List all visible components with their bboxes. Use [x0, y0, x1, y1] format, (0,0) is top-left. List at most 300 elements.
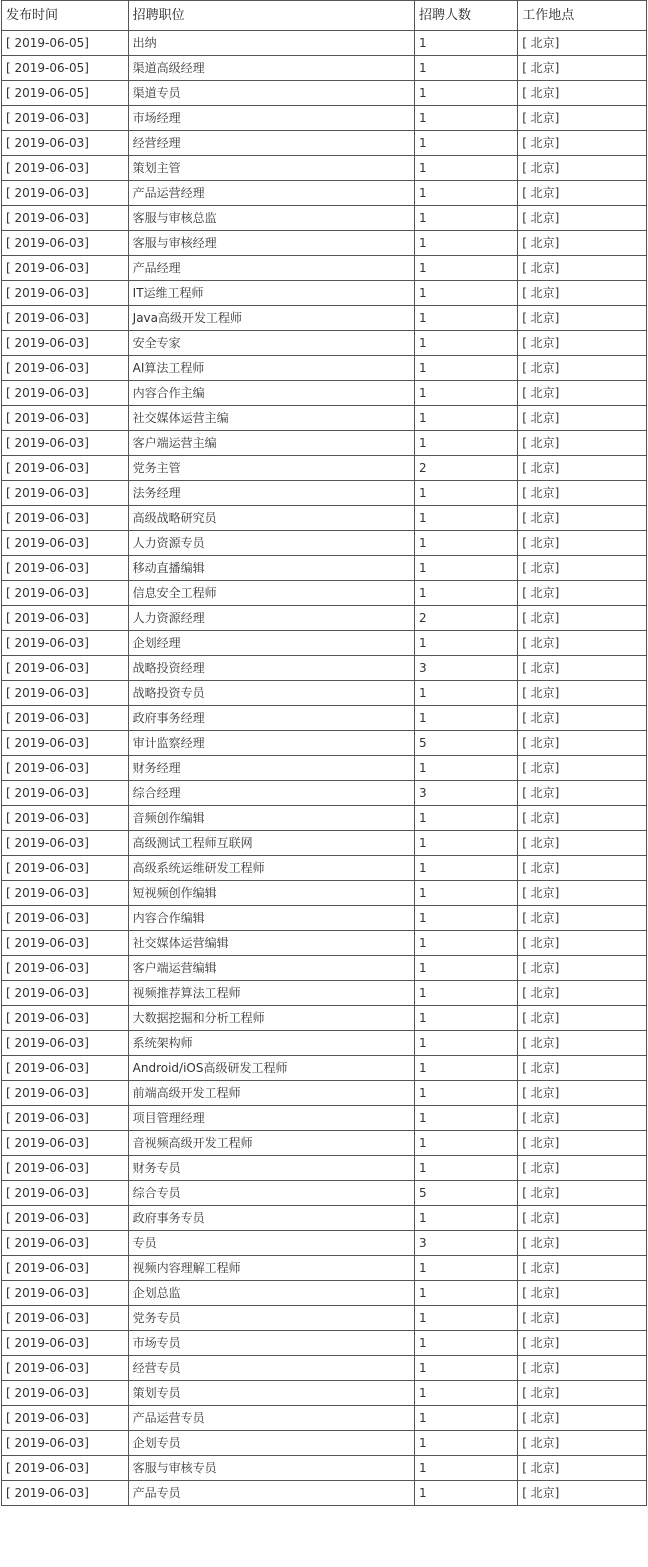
cell-work-location: [ 北京] [518, 1431, 647, 1456]
table-row [2, 1456, 647, 1481]
cell-headcount: 1 [414, 281, 517, 306]
cell-headcount: 3 [414, 781, 517, 806]
job-listing-table [1, 0, 647, 1506]
table-row [2, 706, 647, 731]
cell-publish-date: [ 2019-06-05] [2, 56, 129, 81]
cell-headcount: 1 [414, 431, 517, 456]
table-row [2, 656, 647, 681]
cell-job-title: 高级测试工程师互联网 [128, 831, 414, 856]
cell-publish-date: [ 2019-06-03] [2, 756, 129, 781]
cell-headcount: 1 [414, 156, 517, 181]
table-row [2, 981, 647, 1006]
cell-headcount: 1 [414, 556, 517, 581]
cell-publish-date: [ 2019-06-03] [2, 481, 129, 506]
cell-job-title: 政府事务专员 [128, 1206, 414, 1231]
cell-work-location: [ 北京] [518, 856, 647, 881]
cell-work-location: [ 北京] [518, 206, 647, 231]
cell-headcount: 5 [414, 1181, 517, 1206]
cell-publish-date: [ 2019-06-03] [2, 406, 129, 431]
cell-headcount: 1 [414, 356, 517, 381]
cell-headcount: 1 [414, 81, 517, 106]
cell-work-location: [ 北京] [518, 1306, 647, 1331]
cell-publish-date: [ 2019-06-03] [2, 1431, 129, 1456]
cell-job-title: 法务经理 [128, 481, 414, 506]
cell-headcount: 1 [414, 131, 517, 156]
cell-job-title: 经营经理 [128, 131, 414, 156]
cell-publish-date: [ 2019-06-03] [2, 1281, 129, 1306]
cell-work-location: [ 北京] [518, 981, 647, 1006]
table-row [2, 581, 647, 606]
cell-work-location: [ 北京] [518, 306, 647, 331]
cell-work-location: [ 北京] [518, 1231, 647, 1256]
cell-job-title: 视频推荐算法工程师 [128, 981, 414, 1006]
cell-work-location: [ 北京] [518, 1006, 647, 1031]
table-row [2, 1056, 647, 1081]
cell-job-title: 视频内容理解工程师 [128, 1256, 414, 1281]
cell-work-location: [ 北京] [518, 1456, 647, 1481]
cell-work-location: [ 北京] [518, 331, 647, 356]
cell-work-location: [ 北京] [518, 581, 647, 606]
cell-work-location: [ 北京] [518, 406, 647, 431]
cell-job-title: 社交媒体运营编辑 [128, 931, 414, 956]
cell-publish-date: [ 2019-06-03] [2, 1156, 129, 1181]
cell-job-title: 财务专员 [128, 1156, 414, 1181]
cell-job-title: 人力资源专员 [128, 531, 414, 556]
table-row [2, 31, 647, 56]
cell-headcount: 1 [414, 1156, 517, 1181]
header-job-title: 招聘职位 [128, 1, 414, 31]
cell-job-title: 社交媒体运营主编 [128, 406, 414, 431]
cell-headcount: 1 [414, 856, 517, 881]
cell-headcount: 1 [414, 806, 517, 831]
cell-job-title: Android/iOS高级研发工程师 [128, 1056, 414, 1081]
cell-job-title: AI算法工程师 [128, 356, 414, 381]
cell-headcount: 1 [414, 1081, 517, 1106]
cell-headcount: 1 [414, 1281, 517, 1306]
table-row [2, 406, 647, 431]
cell-publish-date: [ 2019-06-03] [2, 1081, 129, 1106]
cell-publish-date: [ 2019-06-03] [2, 556, 129, 581]
cell-publish-date: [ 2019-06-03] [2, 456, 129, 481]
cell-work-location: [ 北京] [518, 1281, 647, 1306]
cell-publish-date: [ 2019-06-03] [2, 606, 129, 631]
table-row [2, 281, 647, 306]
table-row [2, 831, 647, 856]
cell-publish-date: [ 2019-06-03] [2, 1206, 129, 1231]
table-row [2, 631, 647, 656]
table-row [2, 856, 647, 881]
cell-publish-date: [ 2019-06-03] [2, 306, 129, 331]
table-row [2, 506, 647, 531]
cell-publish-date: [ 2019-06-03] [2, 881, 129, 906]
table-row [2, 1281, 647, 1306]
cell-job-title: 音视频高级开发工程师 [128, 1131, 414, 1156]
cell-publish-date: [ 2019-06-03] [2, 1106, 129, 1131]
table-row [2, 881, 647, 906]
cell-publish-date: [ 2019-06-03] [2, 156, 129, 181]
cell-headcount: 1 [414, 1331, 517, 1356]
header-publish-date: 发布时间 [2, 1, 129, 31]
cell-publish-date: [ 2019-06-03] [2, 256, 129, 281]
table-row [2, 681, 647, 706]
cell-job-title: 信息安全工程师 [128, 581, 414, 606]
cell-work-location: [ 北京] [518, 106, 647, 131]
table-row [2, 906, 647, 931]
table-row [2, 1331, 647, 1356]
table-body [2, 31, 647, 1506]
cell-job-title: 短视频创作编辑 [128, 881, 414, 906]
cell-publish-date: [ 2019-06-03] [2, 281, 129, 306]
cell-headcount: 1 [414, 1006, 517, 1031]
cell-job-title: 综合经理 [128, 781, 414, 806]
cell-publish-date: [ 2019-06-03] [2, 206, 129, 231]
cell-headcount: 1 [414, 1106, 517, 1131]
cell-headcount: 1 [414, 1206, 517, 1231]
cell-publish-date: [ 2019-06-03] [2, 1131, 129, 1156]
cell-publish-date: [ 2019-06-03] [2, 1056, 129, 1081]
table-row [2, 181, 647, 206]
cell-work-location: [ 北京] [518, 1481, 647, 1506]
cell-headcount: 1 [414, 381, 517, 406]
table-row [2, 931, 647, 956]
cell-publish-date: [ 2019-06-03] [2, 1031, 129, 1056]
cell-work-location: [ 北京] [518, 1331, 647, 1356]
cell-publish-date: [ 2019-06-03] [2, 531, 129, 556]
cell-headcount: 1 [414, 756, 517, 781]
table-row [2, 1031, 647, 1056]
cell-publish-date: [ 2019-06-03] [2, 781, 129, 806]
cell-job-title: 产品经理 [128, 256, 414, 281]
cell-job-title: 产品运营专员 [128, 1406, 414, 1431]
cell-publish-date: [ 2019-06-03] [2, 631, 129, 656]
cell-work-location: [ 北京] [518, 631, 647, 656]
cell-work-location: [ 北京] [518, 1256, 647, 1281]
table-row [2, 606, 647, 631]
cell-job-title: 人力资源经理 [128, 606, 414, 631]
table-row [2, 806, 647, 831]
cell-publish-date: [ 2019-06-03] [2, 1231, 129, 1256]
cell-publish-date: [ 2019-06-03] [2, 1006, 129, 1031]
cell-job-title: 渠道高级经理 [128, 56, 414, 81]
table-row [2, 1131, 647, 1156]
cell-headcount: 3 [414, 656, 517, 681]
cell-headcount: 1 [414, 1481, 517, 1506]
cell-job-title: 客服与审核总监 [128, 206, 414, 231]
cell-publish-date: [ 2019-06-03] [2, 131, 129, 156]
cell-publish-date: [ 2019-06-03] [2, 681, 129, 706]
cell-work-location: [ 北京] [518, 781, 647, 806]
cell-work-location: [ 北京] [518, 381, 647, 406]
cell-job-title: 市场专员 [128, 1331, 414, 1356]
header-headcount: 招聘人数 [414, 1, 517, 31]
cell-headcount: 1 [414, 481, 517, 506]
table-row [2, 231, 647, 256]
cell-publish-date: [ 2019-06-03] [2, 1406, 129, 1431]
cell-job-title: 项目管理经理 [128, 1106, 414, 1131]
cell-job-title: 企划经理 [128, 631, 414, 656]
cell-publish-date: [ 2019-06-03] [2, 706, 129, 731]
cell-headcount: 1 [414, 881, 517, 906]
cell-headcount: 1 [414, 1406, 517, 1431]
cell-publish-date: [ 2019-06-03] [2, 856, 129, 881]
cell-headcount: 1 [414, 581, 517, 606]
cell-headcount: 1 [414, 531, 517, 556]
table-row [2, 431, 647, 456]
cell-work-location: [ 北京] [518, 681, 647, 706]
table-row [2, 1356, 647, 1381]
cell-headcount: 5 [414, 731, 517, 756]
cell-headcount: 1 [414, 1306, 517, 1331]
cell-job-title: 客服与审核经理 [128, 231, 414, 256]
cell-headcount: 1 [414, 1131, 517, 1156]
cell-job-title: 音频创作编辑 [128, 806, 414, 831]
table-row [2, 1256, 647, 1281]
cell-headcount: 1 [414, 706, 517, 731]
cell-job-title: 安全专家 [128, 331, 414, 356]
cell-job-title: 前端高级开发工程师 [128, 1081, 414, 1106]
cell-job-title: 高级系统运维研发工程师 [128, 856, 414, 881]
cell-job-title: 内容合作编辑 [128, 906, 414, 931]
cell-headcount: 1 [414, 956, 517, 981]
cell-job-title: 经营专员 [128, 1356, 414, 1381]
cell-work-location: [ 北京] [518, 256, 647, 281]
cell-work-location: [ 北京] [518, 56, 647, 81]
cell-headcount: 1 [414, 1256, 517, 1281]
cell-headcount: 1 [414, 256, 517, 281]
cell-publish-date: [ 2019-06-03] [2, 1356, 129, 1381]
table-row [2, 1381, 647, 1406]
table-row [2, 1006, 647, 1031]
cell-work-location: [ 北京] [518, 81, 647, 106]
cell-headcount: 1 [414, 231, 517, 256]
cell-headcount: 1 [414, 1356, 517, 1381]
table-row [2, 56, 647, 81]
table-row [2, 1081, 647, 1106]
cell-headcount: 1 [414, 1381, 517, 1406]
table-row [2, 131, 647, 156]
cell-job-title: 策划专员 [128, 1381, 414, 1406]
cell-headcount: 1 [414, 1031, 517, 1056]
cell-job-title: 产品运营经理 [128, 181, 414, 206]
cell-headcount: 1 [414, 306, 517, 331]
cell-publish-date: [ 2019-06-03] [2, 581, 129, 606]
cell-headcount: 1 [414, 206, 517, 231]
cell-publish-date: [ 2019-06-03] [2, 106, 129, 131]
table-row [2, 1431, 647, 1456]
cell-job-title: 战略投资专员 [128, 681, 414, 706]
cell-work-location: [ 北京] [518, 1131, 647, 1156]
cell-publish-date: [ 2019-06-03] [2, 906, 129, 931]
cell-headcount: 3 [414, 1231, 517, 1256]
cell-headcount: 1 [414, 1456, 517, 1481]
cell-job-title: 内容合作主编 [128, 381, 414, 406]
cell-job-title: 客户端运营编辑 [128, 956, 414, 981]
table-row [2, 1406, 647, 1431]
cell-job-title: 产品专员 [128, 1481, 414, 1506]
cell-publish-date: [ 2019-06-03] [2, 956, 129, 981]
table-row [2, 1231, 647, 1256]
cell-work-location: [ 北京] [518, 831, 647, 856]
table-row [2, 1206, 647, 1231]
cell-headcount: 1 [414, 931, 517, 956]
table-row [2, 106, 647, 131]
cell-job-title: 高级战略研究员 [128, 506, 414, 531]
cell-job-title: 系统架构师 [128, 1031, 414, 1056]
cell-job-title: 综合专员 [128, 1181, 414, 1206]
cell-work-location: [ 北京] [518, 1156, 647, 1181]
cell-work-location: [ 北京] [518, 281, 647, 306]
table-row [2, 331, 647, 356]
cell-headcount: 2 [414, 456, 517, 481]
cell-headcount: 1 [414, 831, 517, 856]
cell-publish-date: [ 2019-06-03] [2, 356, 129, 381]
table-row [2, 456, 647, 481]
cell-work-location: [ 北京] [518, 731, 647, 756]
cell-publish-date: [ 2019-06-03] [2, 331, 129, 356]
table-row [2, 381, 647, 406]
cell-headcount: 1 [414, 906, 517, 931]
cell-work-location: [ 北京] [518, 131, 647, 156]
cell-job-title: 财务经理 [128, 756, 414, 781]
table-row [2, 1156, 647, 1181]
cell-work-location: [ 北京] [518, 506, 647, 531]
cell-publish-date: [ 2019-06-03] [2, 931, 129, 956]
table-row [2, 556, 647, 581]
cell-work-location: [ 北京] [518, 231, 647, 256]
cell-headcount: 1 [414, 981, 517, 1006]
cell-job-title: 策划主管 [128, 156, 414, 181]
cell-publish-date: [ 2019-06-03] [2, 806, 129, 831]
cell-work-location: [ 北京] [518, 756, 647, 781]
cell-publish-date: [ 2019-06-03] [2, 431, 129, 456]
cell-publish-date: [ 2019-06-03] [2, 506, 129, 531]
cell-publish-date: [ 2019-06-03] [2, 831, 129, 856]
cell-work-location: [ 北京] [518, 456, 647, 481]
cell-work-location: [ 北京] [518, 656, 647, 681]
cell-job-title: 客服与审核专员 [128, 1456, 414, 1481]
cell-job-title: 企划专员 [128, 1431, 414, 1456]
cell-job-title: 大数据挖掘和分析工程师 [128, 1006, 414, 1031]
cell-publish-date: [ 2019-06-03] [2, 1331, 129, 1356]
cell-job-title: 客户端运营主编 [128, 431, 414, 456]
cell-job-title: 战略投资经理 [128, 656, 414, 681]
table-row [2, 1481, 647, 1506]
table-row [2, 356, 647, 381]
cell-publish-date: [ 2019-06-03] [2, 1381, 129, 1406]
table-row [2, 206, 647, 231]
cell-publish-date: [ 2019-06-03] [2, 1306, 129, 1331]
cell-job-title: IT运维工程师 [128, 281, 414, 306]
cell-work-location: [ 北京] [518, 1031, 647, 1056]
table-row [2, 1181, 647, 1206]
table-row [2, 1106, 647, 1131]
cell-work-location: [ 北京] [518, 906, 647, 931]
cell-publish-date: [ 2019-06-03] [2, 1181, 129, 1206]
cell-work-location: [ 北京] [518, 1181, 647, 1206]
cell-headcount: 1 [414, 31, 517, 56]
table-row [2, 756, 647, 781]
cell-headcount: 1 [414, 406, 517, 431]
table-row [2, 156, 647, 181]
cell-work-location: [ 北京] [518, 931, 647, 956]
cell-work-location: [ 北京] [518, 1381, 647, 1406]
cell-headcount: 1 [414, 106, 517, 131]
cell-work-location: [ 北京] [518, 806, 647, 831]
cell-headcount: 1 [414, 331, 517, 356]
cell-publish-date: [ 2019-06-03] [2, 1481, 129, 1506]
cell-work-location: [ 北京] [518, 431, 647, 456]
cell-headcount: 1 [414, 506, 517, 531]
table-row [2, 256, 647, 281]
cell-job-title: 出纳 [128, 31, 414, 56]
cell-job-title: 市场经理 [128, 106, 414, 131]
cell-publish-date: [ 2019-06-05] [2, 31, 129, 56]
table-row [2, 731, 647, 756]
table-row [2, 781, 647, 806]
cell-work-location: [ 北京] [518, 156, 647, 181]
cell-job-title: 专员 [128, 1231, 414, 1256]
cell-job-title: 渠道专员 [128, 81, 414, 106]
cell-work-location: [ 北京] [518, 556, 647, 581]
cell-work-location: [ 北京] [518, 706, 647, 731]
cell-publish-date: [ 2019-06-03] [2, 381, 129, 406]
cell-job-title: 企划总监 [128, 1281, 414, 1306]
cell-headcount: 1 [414, 1431, 517, 1456]
cell-publish-date: [ 2019-06-03] [2, 231, 129, 256]
cell-publish-date: [ 2019-06-03] [2, 181, 129, 206]
cell-headcount: 1 [414, 631, 517, 656]
cell-work-location: [ 北京] [518, 31, 647, 56]
cell-job-title: 党务主管 [128, 456, 414, 481]
cell-headcount: 1 [414, 181, 517, 206]
cell-headcount: 1 [414, 1056, 517, 1081]
cell-publish-date: [ 2019-06-03] [2, 1456, 129, 1481]
cell-work-location: [ 北京] [518, 881, 647, 906]
table-row [2, 956, 647, 981]
cell-work-location: [ 北京] [518, 1106, 647, 1131]
cell-work-location: [ 北京] [518, 481, 647, 506]
cell-headcount: 1 [414, 56, 517, 81]
cell-publish-date: [ 2019-06-03] [2, 656, 129, 681]
cell-work-location: [ 北京] [518, 1056, 647, 1081]
cell-publish-date: [ 2019-06-05] [2, 81, 129, 106]
table-row [2, 81, 647, 106]
cell-job-title: 移动直播编辑 [128, 556, 414, 581]
table-row [2, 531, 647, 556]
table-header-row [2, 1, 647, 31]
cell-publish-date: [ 2019-06-03] [2, 1256, 129, 1281]
cell-work-location: [ 北京] [518, 606, 647, 631]
cell-work-location: [ 北京] [518, 1206, 647, 1231]
cell-headcount: 1 [414, 681, 517, 706]
cell-publish-date: [ 2019-06-03] [2, 981, 129, 1006]
cell-work-location: [ 北京] [518, 956, 647, 981]
cell-publish-date: [ 2019-06-03] [2, 731, 129, 756]
table-row [2, 481, 647, 506]
cell-job-title: 党务专员 [128, 1306, 414, 1331]
table-row [2, 1306, 647, 1331]
cell-job-title: Java高级开发工程师 [128, 306, 414, 331]
cell-work-location: [ 北京] [518, 356, 647, 381]
cell-work-location: [ 北京] [518, 181, 647, 206]
cell-job-title: 审计监察经理 [128, 731, 414, 756]
cell-headcount: 2 [414, 606, 517, 631]
cell-work-location: [ 北京] [518, 1081, 647, 1106]
cell-work-location: [ 北京] [518, 1356, 647, 1381]
table-row [2, 306, 647, 331]
cell-job-title: 政府事务经理 [128, 706, 414, 731]
cell-work-location: [ 北京] [518, 1406, 647, 1431]
